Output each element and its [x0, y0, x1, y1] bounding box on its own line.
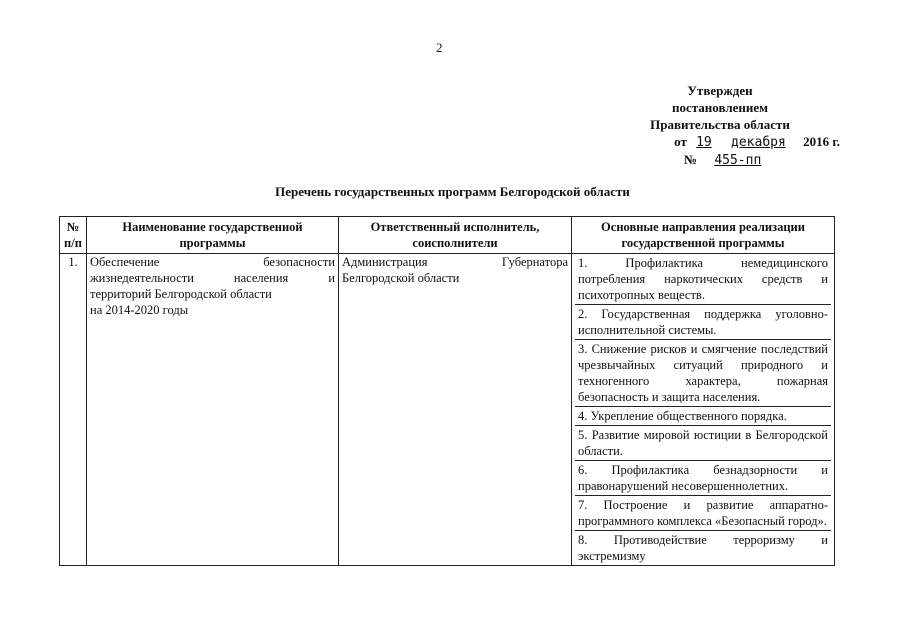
direction-item: 2. Государственная поддержка уголовно-исполнительной системы. — [575, 305, 831, 340]
approval-date-month: декабря — [731, 135, 786, 150]
program-name-line: территорий Белгородской области — [90, 287, 272, 301]
direction-item: 5. Развитие мировой юстиции в Белгородской области. — [575, 426, 831, 461]
approval-number-prefix: № — [684, 152, 698, 167]
approval-line-government: Правительства области — [650, 117, 790, 132]
approval-date-prefix: от — [674, 134, 687, 149]
program-name — [87, 254, 339, 566]
direction-item: 7. Построение и развитие аппаратно-программного комплекса «Безопасный город». — [575, 496, 831, 531]
program-executor — [339, 254, 572, 566]
approval-number-value: 455-пп — [714, 153, 762, 168]
programs-table — [59, 216, 835, 566]
program-directions — [572, 254, 835, 566]
program-name-line: Обеспечение безопасности — [90, 255, 335, 269]
approval-date — [600, 133, 840, 151]
header-program-name: Наименование государственной программы — [87, 217, 339, 254]
row-number: 1. — [60, 254, 87, 566]
direction-item: 6. Профилактика безнадзорности и правонарушений несовершеннолетних. — [575, 461, 831, 496]
header-number: № п/п — [60, 217, 87, 254]
program-name-line: жизнедеятельности населения и — [90, 271, 335, 285]
approval-block — [600, 82, 840, 169]
direction-item: 8. Противодействие терроризму и экстремизму — [578, 533, 828, 563]
page-number: 2 — [436, 40, 443, 55]
header-directions: Основные направления реализации государственной программы — [572, 217, 835, 254]
executor-line: Администрация Губернатора — [342, 255, 568, 269]
direction-item: 1. Профилактика немедицинского потребления наркотических средств и психотропных веществ. — [575, 254, 831, 305]
table-row — [60, 254, 835, 566]
program-name-line: на 2014-2020 годы — [90, 303, 189, 317]
direction-item: 4. Укрепление общественного порядка. — [575, 407, 831, 426]
approval-line-resolution: постановлением — [672, 100, 768, 115]
approval-date-year: 2016 г. — [803, 134, 840, 149]
header-executor: Ответственный исполнитель, соисполнители — [339, 217, 572, 254]
document-title: Перечень государственных программ Белгородской области — [275, 184, 630, 199]
executor-line: Белгородской области — [342, 271, 460, 285]
approval-number — [600, 151, 840, 169]
table-header-row — [60, 217, 835, 254]
approval-line-approved: Утвержден — [687, 83, 753, 98]
approval-date-day: 19 — [696, 135, 712, 150]
direction-item: 3. Снижение рисков и смягчение последствий чрезвычайных ситуаций природного и техногенного характера, пожарная безопасность и защита населения. — [575, 340, 831, 407]
